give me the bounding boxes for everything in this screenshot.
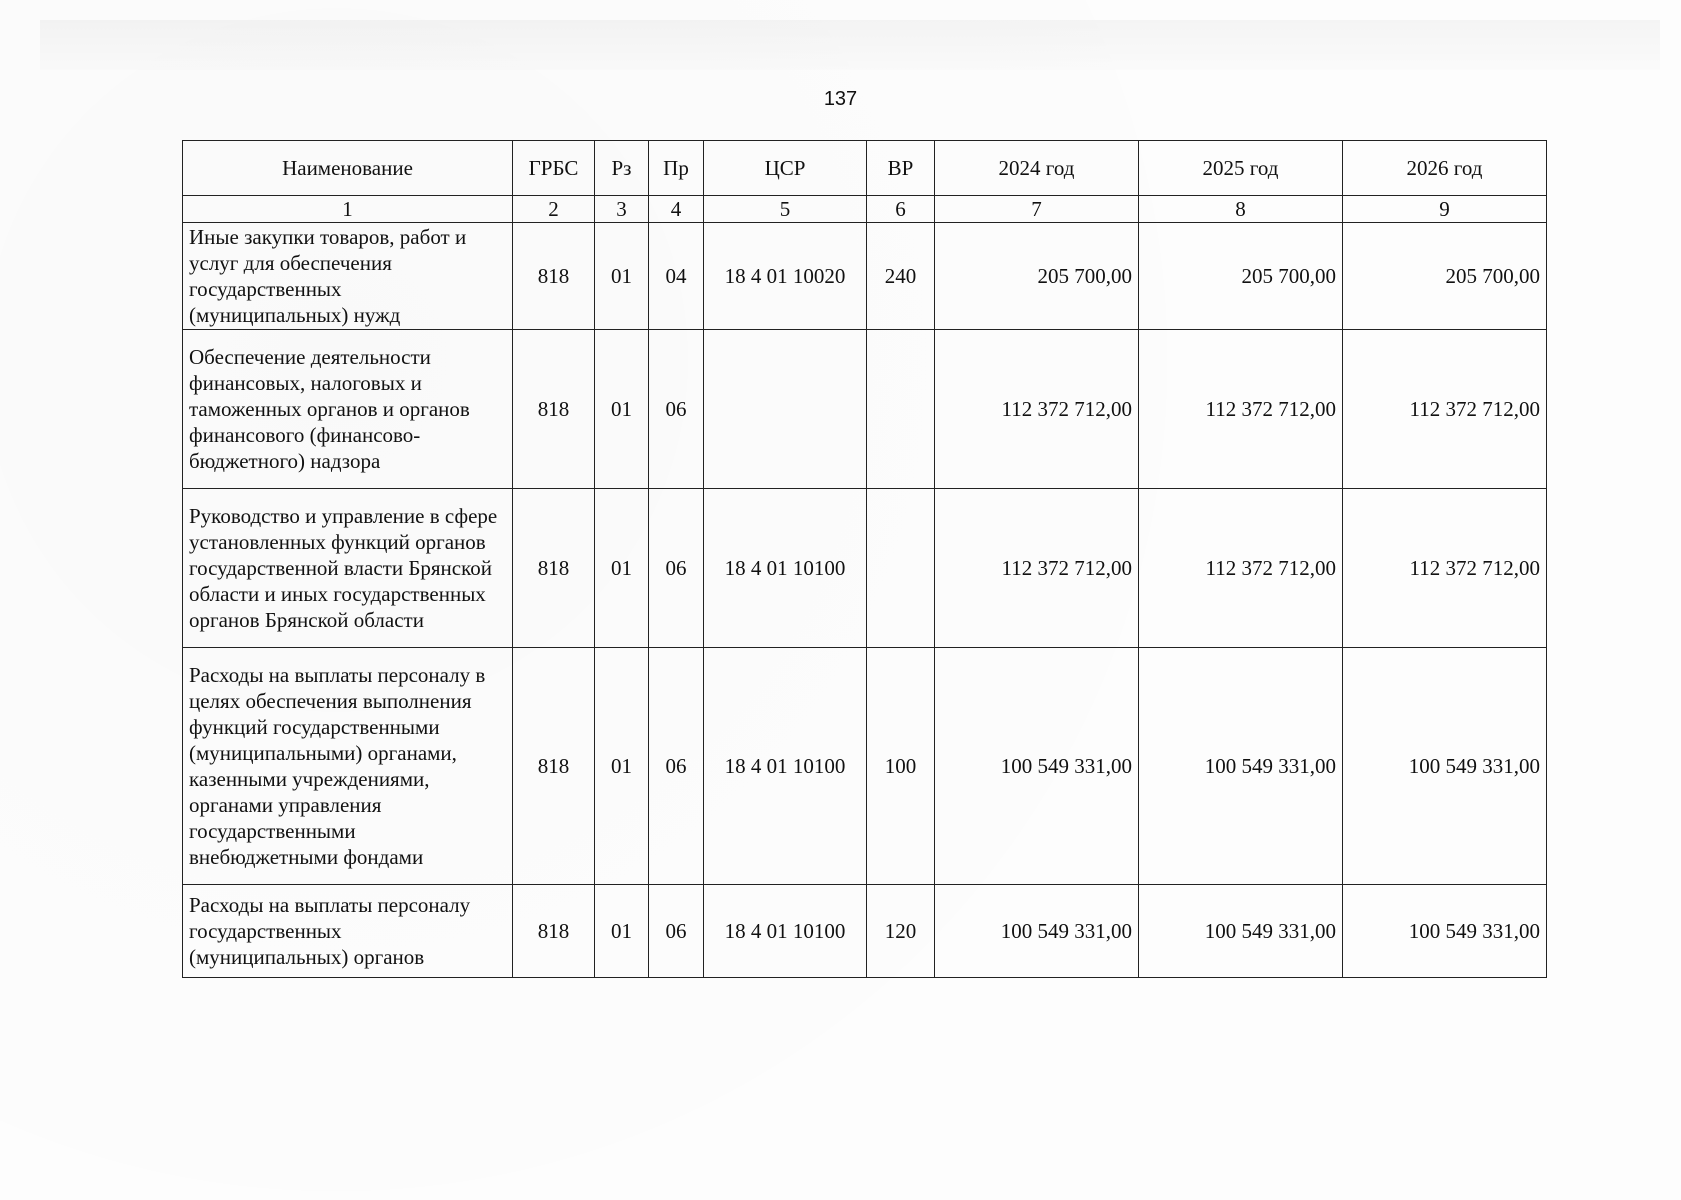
row-name: Обеспечение деятельности финансовых, налоговых и таможенных органов и органов финансового (финансово-бюджетного) надзора bbox=[183, 330, 513, 489]
row-2025: 100 549 331,00 bbox=[1139, 648, 1343, 885]
row-2026: 112 372 712,00 bbox=[1343, 489, 1547, 648]
column-number: 1 bbox=[183, 196, 513, 223]
row-pr: 06 bbox=[649, 489, 704, 648]
column-number: 8 bbox=[1139, 196, 1343, 223]
row-vr bbox=[867, 330, 935, 489]
page-number: 137 bbox=[823, 88, 858, 110]
row-grbs: 818 bbox=[513, 885, 595, 978]
table-row bbox=[183, 330, 1547, 489]
row-2026: 112 372 712,00 bbox=[1343, 330, 1547, 489]
row-name: Расходы на выплаты персоналу в целях обеспечения выполнения функций государственными (муниципальными) органами, казенными учреждениями, органами управления государственными внебюджетными фондами bbox=[183, 648, 513, 885]
row-vr: 100 bbox=[867, 648, 935, 885]
row-vr bbox=[867, 489, 935, 648]
row-rz: 01 bbox=[595, 648, 649, 885]
column-number-row bbox=[183, 196, 1547, 223]
header-2024: 2024 год bbox=[935, 141, 1139, 196]
row-vr: 240 bbox=[867, 223, 935, 330]
row-grbs: 818 bbox=[513, 648, 595, 885]
row-pr: 06 bbox=[649, 885, 704, 978]
row-csr: 18 4 01 10100 bbox=[704, 885, 867, 978]
header-name: Наименование bbox=[183, 141, 513, 196]
header-csr: ЦСР bbox=[704, 141, 867, 196]
header-rz: Рз bbox=[595, 141, 649, 196]
column-number: 9 bbox=[1343, 196, 1547, 223]
row-2024: 112 372 712,00 bbox=[935, 330, 1139, 489]
header-2026: 2026 год bbox=[1343, 141, 1547, 196]
row-rz: 01 bbox=[595, 885, 649, 978]
row-2024: 112 372 712,00 bbox=[935, 489, 1139, 648]
row-2025: 100 549 331,00 bbox=[1139, 885, 1343, 978]
header-pr: Пр bbox=[649, 141, 704, 196]
column-number: 3 bbox=[595, 196, 649, 223]
row-2025: 112 372 712,00 bbox=[1139, 489, 1343, 648]
column-number: 4 bbox=[649, 196, 704, 223]
row-grbs: 818 bbox=[513, 223, 595, 330]
row-2026: 100 549 331,00 bbox=[1343, 885, 1547, 978]
row-2024: 205 700,00 bbox=[935, 223, 1139, 330]
header-grbs: ГРБС bbox=[513, 141, 595, 196]
row-2025: 205 700,00 bbox=[1139, 223, 1343, 330]
row-pr: 06 bbox=[649, 330, 704, 489]
row-pr: 06 bbox=[649, 648, 704, 885]
row-vr: 120 bbox=[867, 885, 935, 978]
row-csr: 18 4 01 10100 bbox=[704, 489, 867, 648]
table-row bbox=[183, 648, 1547, 885]
row-2025: 112 372 712,00 bbox=[1139, 330, 1343, 489]
row-2024: 100 549 331,00 bbox=[935, 648, 1139, 885]
row-name: Руководство и управление в сфере установленных функций органов государственной власти Брянской области и иных государственных органов Брянской области bbox=[183, 489, 513, 648]
row-2026: 205 700,00 bbox=[1343, 223, 1547, 330]
header-2025: 2025 год bbox=[1139, 141, 1343, 196]
table-row bbox=[183, 489, 1547, 648]
row-rz: 01 bbox=[595, 330, 649, 489]
row-name: Расходы на выплаты персоналу государственных (муниципальных) органов bbox=[183, 885, 513, 978]
column-number: 6 bbox=[867, 196, 935, 223]
row-2026: 100 549 331,00 bbox=[1343, 648, 1547, 885]
row-grbs: 818 bbox=[513, 330, 595, 489]
row-csr: 18 4 01 10020 bbox=[704, 223, 867, 330]
column-number: 5 bbox=[704, 196, 867, 223]
row-csr: 18 4 01 10100 bbox=[704, 648, 867, 885]
row-csr bbox=[704, 330, 867, 489]
column-number: 2 bbox=[513, 196, 595, 223]
row-grbs: 818 bbox=[513, 489, 595, 648]
column-number: 7 bbox=[935, 196, 1139, 223]
table-row bbox=[183, 223, 1547, 330]
row-pr: 04 bbox=[649, 223, 704, 330]
table-row bbox=[183, 885, 1547, 978]
row-2024: 100 549 331,00 bbox=[935, 885, 1139, 978]
header-row bbox=[183, 141, 1547, 196]
header-vr: ВР bbox=[867, 141, 935, 196]
row-rz: 01 bbox=[595, 489, 649, 648]
budget-table bbox=[182, 140, 1547, 978]
row-rz: 01 bbox=[595, 223, 649, 330]
scan-artifact bbox=[40, 20, 1660, 70]
row-name: Иные закупки товаров, работ и услуг для обеспечения государственных (муниципальных) нужд bbox=[183, 223, 513, 330]
